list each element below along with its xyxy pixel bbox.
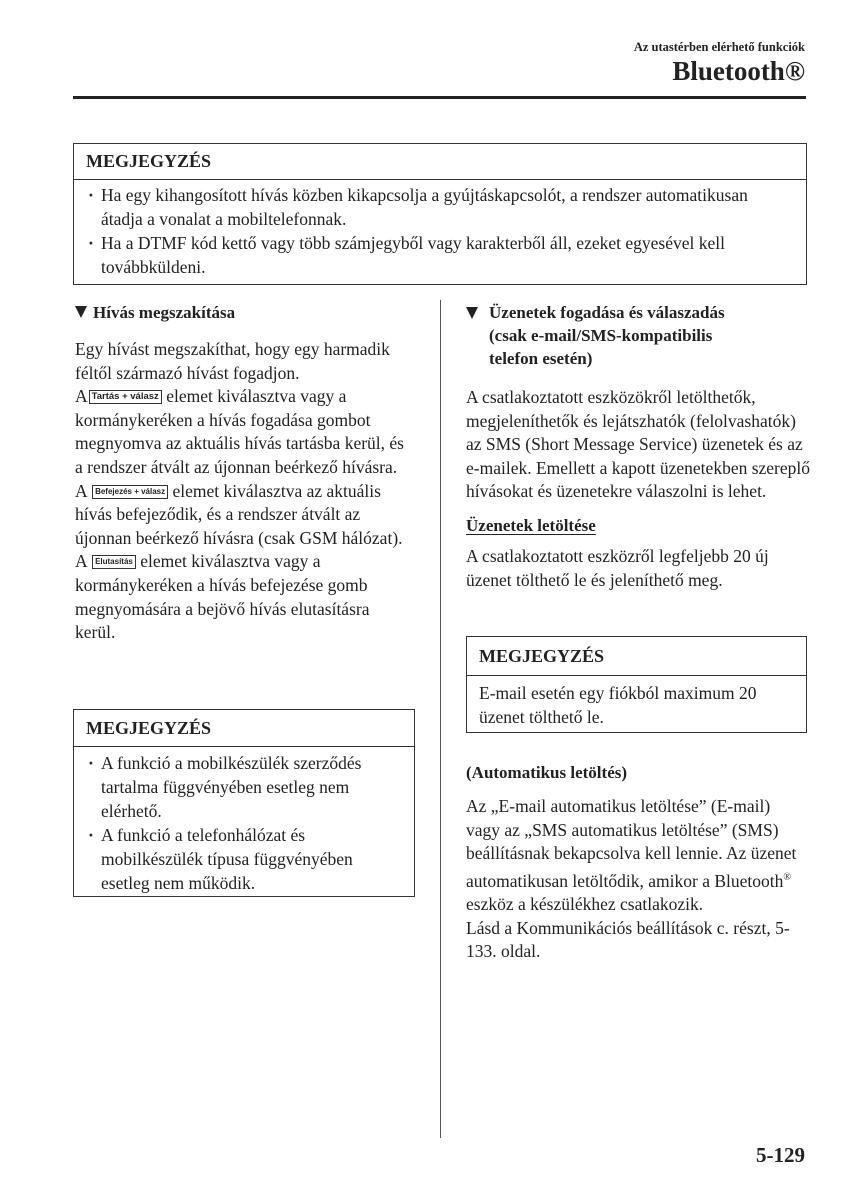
reject-button-label: Elutasítás bbox=[92, 555, 136, 569]
section-heading-text: Hívás megszakítása bbox=[93, 303, 236, 322]
header-rule bbox=[73, 96, 806, 99]
triangle-marker-icon bbox=[75, 306, 87, 318]
page-number: 5-129 bbox=[756, 1143, 805, 1167]
triangle-marker-icon bbox=[466, 307, 478, 319]
right-column-lower bbox=[466, 761, 808, 964]
column-divider bbox=[440, 300, 441, 1138]
note-box-right bbox=[466, 636, 807, 733]
paragraph bbox=[75, 338, 413, 645]
note-title: MEGJEGYZÉS bbox=[74, 710, 414, 747]
paragraph: A csatlakoztatott eszközről legfeljebb 20 új üzenet tölthető le és jeleníthető meg. bbox=[466, 545, 769, 590]
paragraph-text: Az „E-mail automatikus letöltése” (E-mail) vagy az „SMS automatikus letöltése” (SMS) beállításnak bekapcsolva kell lennie. Az üzenet automatikusan letöltődik, amikor a Bluetooth bbox=[466, 796, 797, 891]
right-column bbox=[466, 301, 811, 592]
section-heading bbox=[466, 301, 811, 370]
cross-reference: Lásd a Kommunikációs beállítások c. részt, 5-133. oldal. bbox=[466, 917, 790, 962]
registered-mark: ® bbox=[783, 871, 791, 883]
paragraph-text: Egy hívást megszakíthat, hogy egy harmadik féltől származó hívást fogadjon. bbox=[75, 339, 390, 383]
paragraph-text: A bbox=[75, 386, 88, 407]
section-heading bbox=[75, 301, 413, 324]
note-bullet: · A funkció a telefonhálózat és mobilkészülék típusa függvényében esetleg nem működik. bbox=[74, 823, 404, 895]
paragraph: A csatlakoztatott eszközökről letölthetők, megjeleníthetők és lejátszhatók (felolvashatók) az SMS (Short Message Service) üzenetek és az e-mailek. Emellett a kapott üzenetekben szereplő hívásokat és üzenetekre válaszolni is lehet. bbox=[466, 387, 811, 502]
section-heading-line: Üzenetek fogadása és válaszadás bbox=[489, 303, 725, 322]
note-body bbox=[74, 180, 806, 279]
note-title: MEGJEGYZÉS bbox=[74, 144, 806, 180]
subheading-download: Üzenetek letöltése bbox=[466, 515, 596, 535]
note-title: MEGJEGYZÉS bbox=[467, 637, 806, 676]
paragraph-text: elemet kiválasztva vagy a kormánykeréken a hívás befejezése gomb megnyomására a bejövő hívás elutasításra kerül. bbox=[75, 551, 370, 643]
note-box-left bbox=[73, 709, 415, 897]
end-answer-button-label: Befejezés + válasz bbox=[92, 485, 168, 499]
chapter-title: Bluetooth® bbox=[672, 56, 805, 86]
paragraph-text: A bbox=[75, 480, 87, 501]
paragraph-text: elemet kiválasztva vagy a kormánykeréken a hívás fogadása gombot megnyomva az aktuális hívás tartásba kerül, és a rendszer átvált az újonnan beérkező hívásra. bbox=[75, 386, 404, 477]
subheading-auto-download: (Automatikus letöltés) bbox=[466, 763, 628, 782]
paragraph bbox=[466, 795, 808, 917]
section-label: Az utastérben elérhető funkciók bbox=[633, 40, 805, 54]
note-body bbox=[74, 747, 414, 895]
paragraph-text: A bbox=[75, 551, 87, 572]
left-column bbox=[75, 301, 413, 645]
section-heading-line: (csak e-mail/SMS-kompatibilis bbox=[489, 326, 713, 345]
note-bullet: · Ha egy kihangosított hívás közben kikapcsolja a gyújtáskapcsolót, a rendszer automatikusan átadja a vonalat a mobiltelefonnak. bbox=[74, 183, 792, 231]
note-box-top bbox=[73, 143, 807, 285]
note-bullet: · Ha a DTMF kód kettő vagy több számjegyből vagy karakterből áll, ezeket egyesével kell továbbküldeni. bbox=[74, 231, 792, 279]
hold-answer-button-label: Tartás + válasz bbox=[89, 390, 162, 404]
note-bullet: · A funkció a mobilkészülék szerződés tartalma függvényében esetleg nem elérhető. bbox=[74, 751, 404, 823]
paragraph-text: eszköz a készülékhez csatlakozik. bbox=[466, 894, 704, 915]
paragraph-text: elemet kiválasztva az aktuális hívás befejeződik, és a rendszer átvált az újonnan beérkező hívásra (csak GSM hálózat). bbox=[75, 480, 403, 548]
section-heading-line: telefon esetén) bbox=[489, 349, 593, 368]
note-body: E-mail esetén egy fiókból maximum 20 üzenet tölthető le. bbox=[479, 683, 757, 727]
